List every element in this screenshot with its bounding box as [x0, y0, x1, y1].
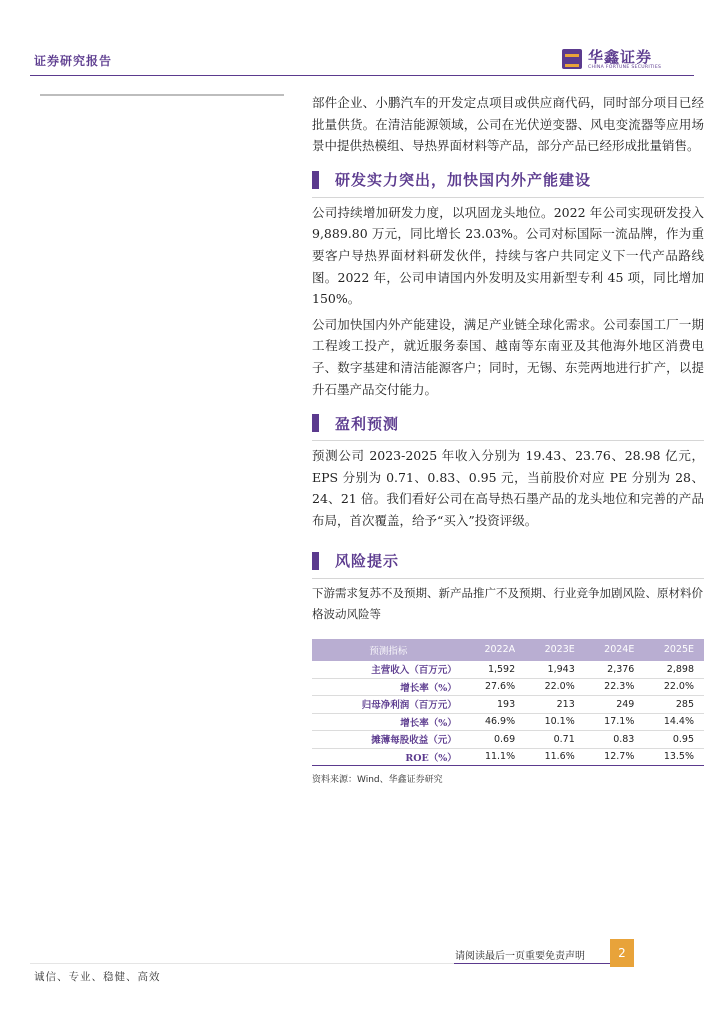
disclaimer-notice: 请阅读最后一页重要免责声明	[455, 951, 585, 962]
sidebar-divider	[40, 94, 284, 96]
row-label: 增长率（%）	[312, 678, 465, 696]
table-header-cell: 预测指标	[312, 639, 465, 661]
row-label: 主营收入（百万元）	[312, 661, 465, 679]
table-cell: 2,376	[585, 661, 645, 679]
table-cell: 13.5%	[644, 748, 704, 766]
table-cell: 46.9%	[465, 713, 525, 731]
table-row	[312, 748, 704, 766]
company-motto: 诚信、专业、稳健、高效	[34, 971, 161, 983]
section-heading-rd	[312, 165, 704, 195]
forecast-paragraph: 预测公司 2023-2025 年收入分别为 19.43、23.76、28.98 亿元，EPS 分别为 0.71、0.83、0.95 元，当前股价对应 PE 分别为 28、24、21 倍。我们看好公司在高导热石墨产品的龙头地位和完善的产品布局，首次覆盖，给予“买入”投资评级。	[312, 448, 704, 528]
table-row	[312, 731, 704, 749]
table-cell: 0.71	[525, 731, 585, 749]
table-cell: 249	[585, 696, 645, 714]
section-heading-forecast	[312, 408, 704, 438]
table-cell: 0.83	[585, 731, 645, 749]
table-row	[312, 696, 704, 714]
risk-paragraph: 下游需求复苏不及预期、新产品推广不及预期、行业竞争加剧风险、原材料价格波动风险等	[312, 585, 703, 621]
table-cell: 285	[644, 696, 704, 714]
table-cell: 2,898	[644, 661, 704, 679]
row-label: ROE（%）	[312, 748, 465, 766]
footer-divider	[30, 963, 454, 964]
table-cell: 1,943	[525, 661, 585, 679]
table-cell: 11.1%	[465, 748, 525, 766]
section-title-risk: 风险提示	[335, 552, 400, 570]
table-cell: 11.6%	[525, 748, 585, 766]
rd-paragraph-1: 公司持续增加研发力度，以巩固龙头地位。2022 年公司实现研发投入 9,889.80 万元，同比增长 23.03%。公司对标国际一流品牌，作为重要客户导热界面材料研发伙伴，持续与客户共同定义下一代产品路线图。2022 年，公司申请国内外发明及实用新型专利 45 项，同比增加 150%。	[312, 204, 704, 307]
main-content	[312, 92, 704, 785]
table-cell: 0.69	[465, 731, 525, 749]
table-cell: 17.1%	[585, 713, 645, 731]
table-row	[312, 678, 704, 696]
table-header-cell: 2025E	[644, 639, 704, 661]
row-label: 增长率（%）	[312, 713, 465, 731]
section-marker	[312, 414, 319, 432]
company-logo	[562, 46, 697, 74]
section-marker	[312, 552, 319, 570]
table-cell: 14.4%	[644, 713, 704, 731]
row-label: 摊薄每股收益（元）	[312, 731, 465, 749]
section-title-rd: 研发实力突出，加快国内外产能建设	[335, 171, 592, 190]
table-cell: 10.1%	[525, 713, 585, 731]
section-heading-risk	[312, 546, 704, 576]
section-divider	[312, 440, 704, 441]
table-row	[312, 713, 704, 731]
table-cell: 213	[525, 696, 585, 714]
table-source: 资料来源：Wind、华鑫证券研究	[312, 775, 443, 785]
section-marker	[312, 171, 319, 189]
section-title-forecast: 盈利预测	[335, 414, 400, 433]
footer-accent-rule	[454, 963, 610, 964]
table-cell: 1,592	[465, 661, 525, 679]
table-row	[312, 661, 704, 679]
logo-name-cn: 华鑫证券	[588, 48, 653, 66]
page-number: 2	[610, 939, 634, 967]
section-divider	[312, 578, 704, 579]
logo-mark-icon	[562, 49, 582, 69]
page-header	[0, 0, 724, 80]
table-cell: 22.3%	[585, 678, 645, 696]
table-header-row	[312, 639, 704, 661]
report-type-title: 证券研究报告	[34, 54, 113, 68]
forecast-table	[312, 639, 704, 767]
section-divider	[312, 197, 704, 198]
table-cell: 193	[465, 696, 525, 714]
table-header-cell: 2022A	[465, 639, 525, 661]
intro-paragraph: 部件企业、小鹏汽车的开发定点项目或供应商代码，同时部分项目已经批量供货。在清洁能源领域，公司在光伏逆变器、风电变流器等应用场景中提供热模组、导热界面材料等产品，部分产品已经形成批量销售。	[312, 95, 704, 154]
table-header-cell: 2023E	[525, 639, 585, 661]
row-label: 归母净利润（百万元）	[312, 696, 465, 714]
table-cell: 22.0%	[644, 678, 704, 696]
table-header-cell: 2024E	[585, 639, 645, 661]
table-cell: 22.0%	[525, 678, 585, 696]
rd-paragraph-2: 公司加快国内外产能建设，满足产业链全球化需求。公司泰国工厂一期工程竣工投产，就近服务泰国、越南等东南亚及其他海外地区消费电子、数字基建和清洁能源客户；同时，无锡、东莞两地进行扩产，以提升石墨产品交付能力。	[312, 316, 704, 397]
table-cell: 27.6%	[465, 678, 525, 696]
logo-name-en: CHINA FORTUNE SECURITIES	[588, 65, 662, 70]
header-divider	[30, 75, 694, 76]
table-cell: 0.95	[644, 731, 704, 749]
table-cell: 12.7%	[585, 748, 645, 766]
